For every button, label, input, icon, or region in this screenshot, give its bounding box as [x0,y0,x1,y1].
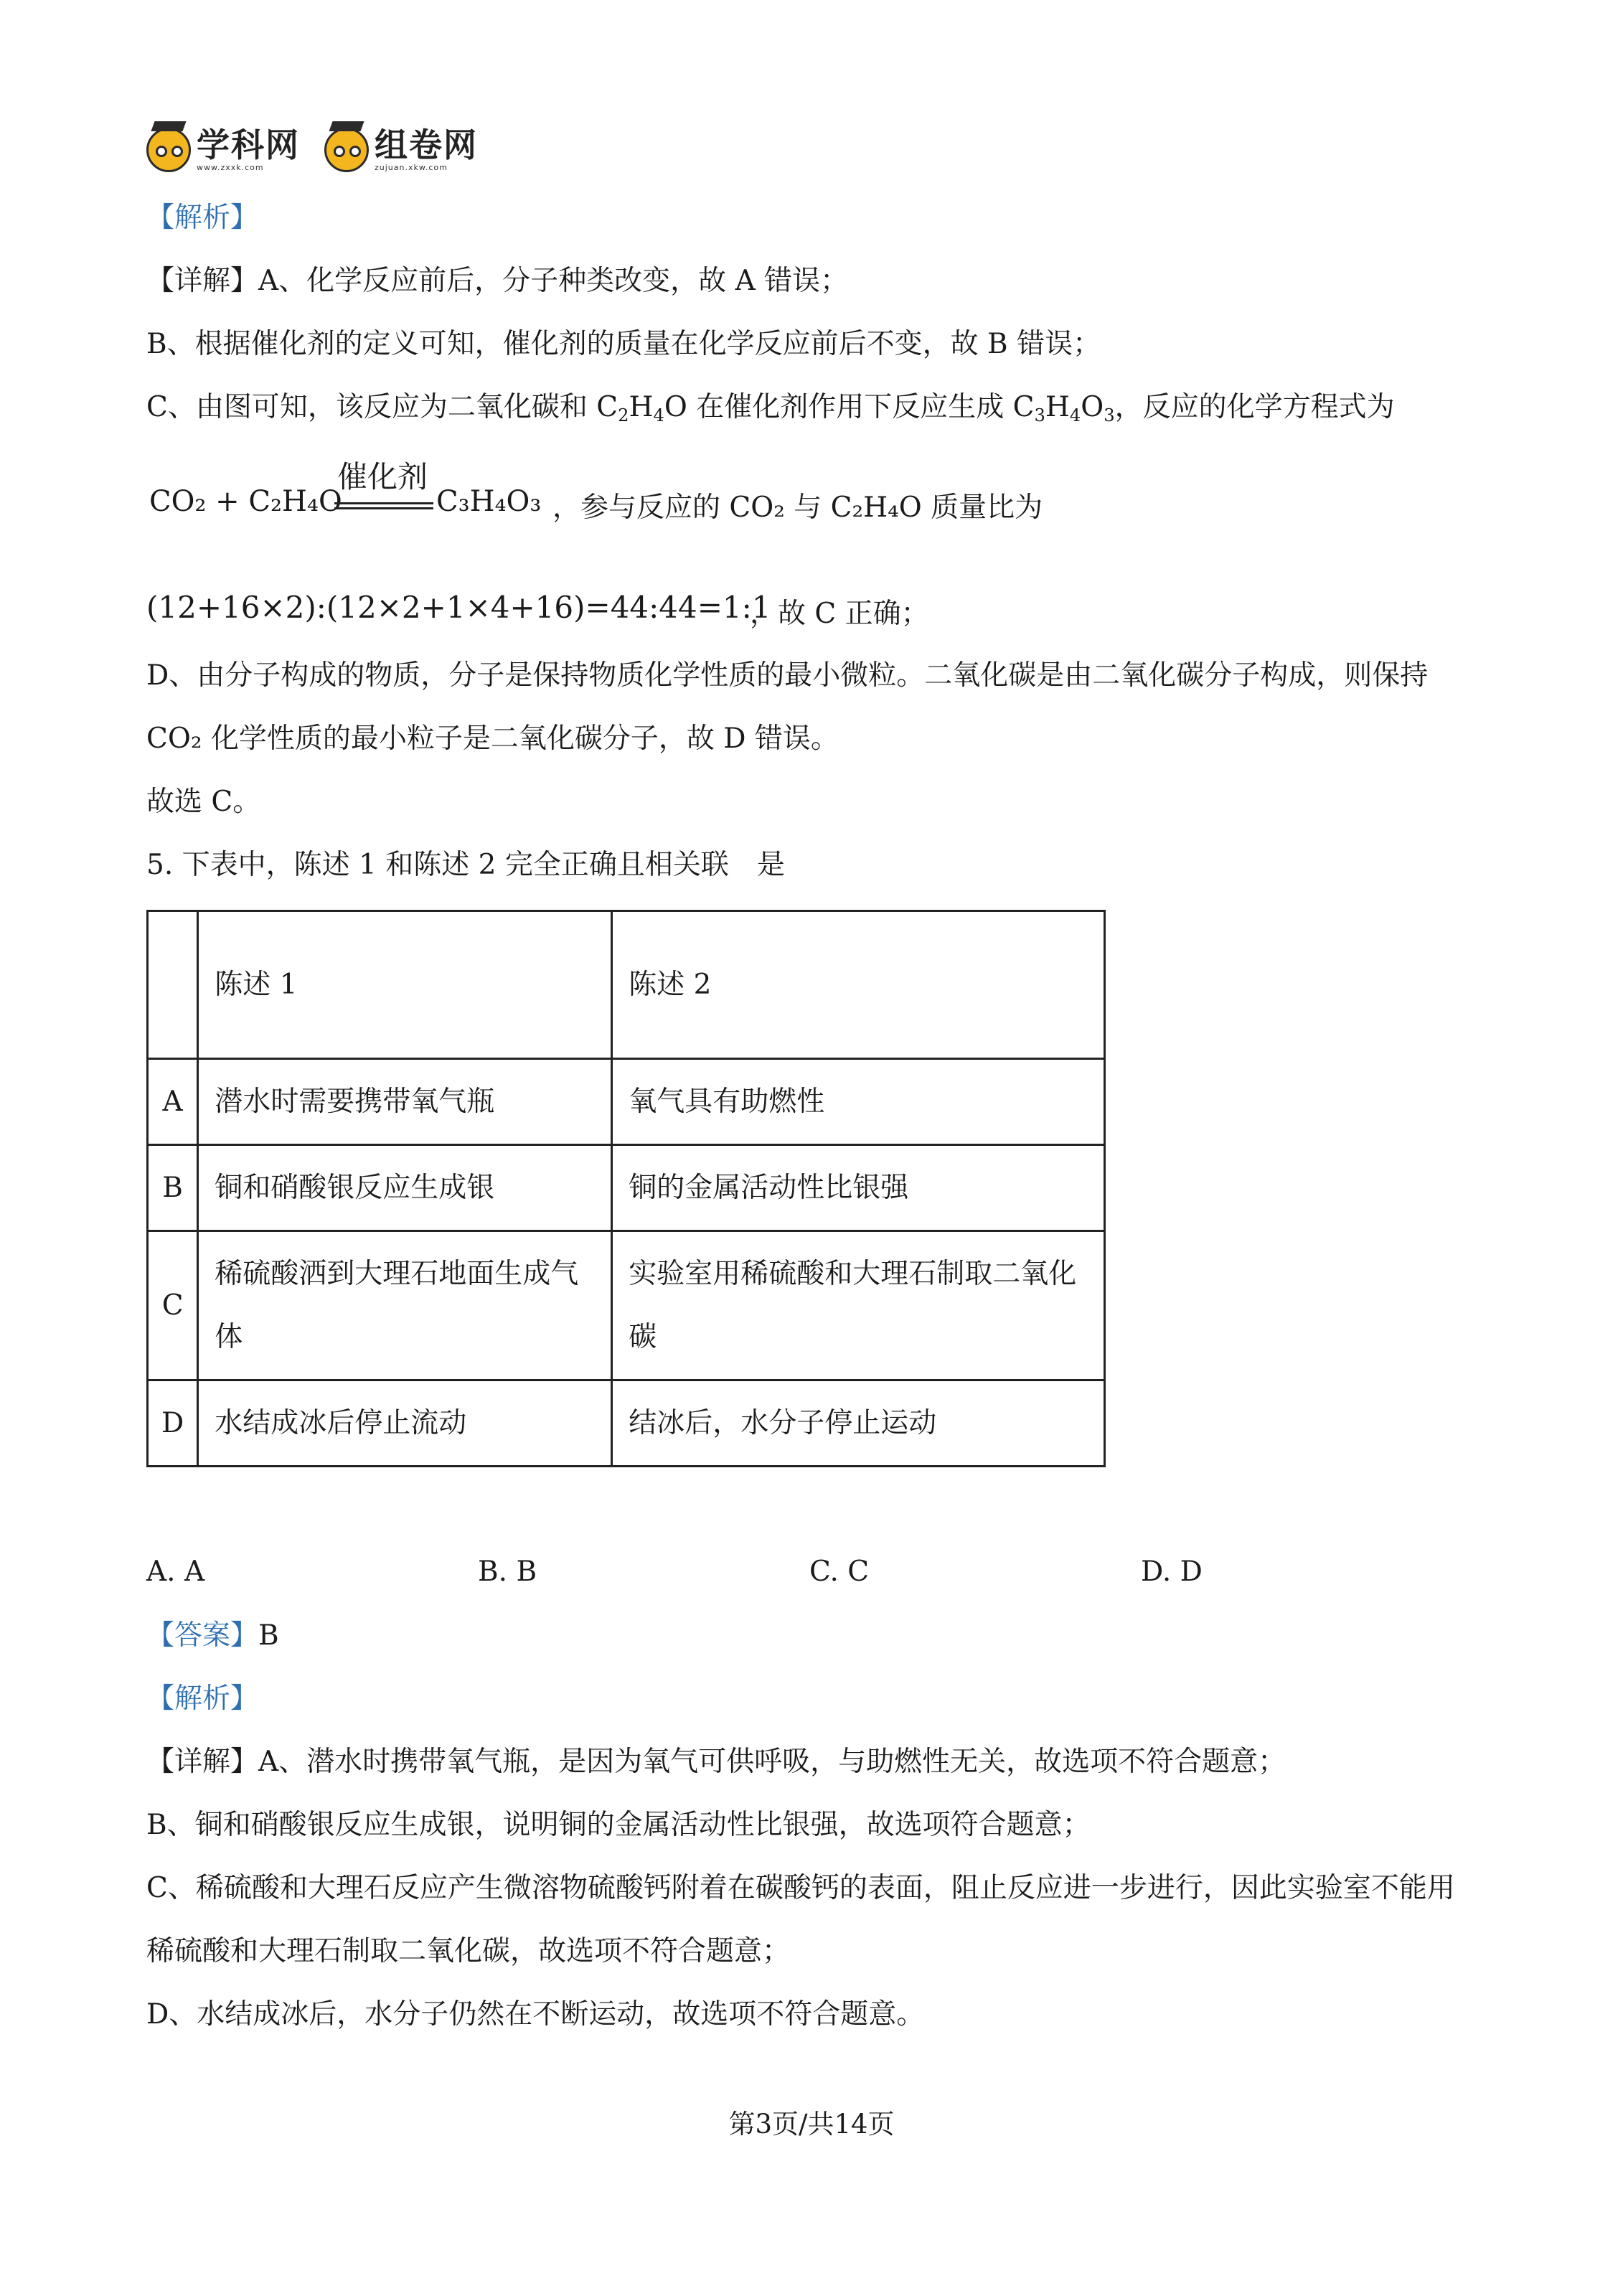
table-cell: D [148,1380,198,1467]
table-row [148,1380,1105,1467]
q4-detail-a [146,263,848,300]
equation-left: CO₂ + C₂H₄O [149,485,342,518]
logo-zujuan-text: 组卷网 [375,126,478,164]
table-cell: 氧气具有助燃性 [612,1059,1105,1145]
q4-line-a: A、化学反应前后，分子种类改变，故 A 错误； [258,265,849,297]
detail-label: 【详解】 [146,1746,259,1778]
q4-analysis-label: 【解析】 [146,202,259,234]
q5-line-c1: C、稀硫酸和大理石反应产生微溶物硫酸钙附着在碳酸钙的表面，阻止反应进一步进行，因此实验室不能用 [146,1872,1455,1904]
table-cell: 铜和硝酸银反应生成银 [198,1145,612,1231]
answer-label: 【答案】 [146,1619,259,1652]
table-cell: 铜的金属活动性比银强 [612,1145,1105,1231]
equation-tail: ，参与反应的 CO₂ 与 C₂H₄O 质量比为 [552,491,1043,524]
table-cell: 水结成冰后停止流动 [198,1380,612,1467]
logo-mascot-icon [146,128,191,172]
logo-zujuan [324,123,478,177]
page-number: 第3页/共14页 [728,2109,895,2140]
table-cell: 结冰后，水分子停止运动 [612,1380,1105,1467]
option-a: A. A [146,1556,205,1588]
table-header-2: 陈述 2 [612,911,1105,1059]
q5-line-a: A、潜水时携带氧气瓶，是因为氧气可供呼吸，与助燃性无关，故选项不符合题意； [258,1746,1286,1778]
mass-ratio: (12+16×2):(12×2+1×4+16)=44:44=1:1 [146,590,771,625]
q5-detail-a [146,1744,1286,1781]
q5-stem: 5. 下表中，陈述 1 和陈述 2 完全正确且相关联 是 [146,849,785,881]
option-c: C. C [809,1556,870,1588]
q5-table [146,910,1106,1467]
q4-line-d1: D、由分子构成的物质，分子是保持物质化学性质的最小微粒。二氧化碳是由二氧化碳分子构成，则保持 [146,659,1429,692]
mass-ratio-tail: ，故 C 正确； [750,598,929,630]
q5-line-c2: 稀硫酸和大理石制取二氧化碳，故选项不符合题意； [146,1935,791,1967]
table-row [148,1231,1105,1380]
table-row [148,1145,1105,1231]
equals-sign [334,502,433,509]
table-cell: 潜水时需要携带氧气瓶 [198,1059,612,1145]
table-cell: 稀硫酸洒到大理石地面生成气体 [198,1231,612,1380]
table-cell: A [148,1059,198,1145]
logo-zxxk-url: www.zxxk.com [197,163,264,172]
answer-value: B [258,1619,279,1652]
equation-right: C₃H₄O₃ [436,485,542,518]
q4-choose: 故选 C。 [146,786,261,818]
table-cell: B [148,1145,198,1231]
q5-line-b: B、铜和硝酸银反应生成银，说明铜的金属活动性比银强，故选项符合题意； [146,1809,1091,1841]
catalyst-label: 催化剂 [337,459,428,494]
table-cell [148,911,198,1059]
q4-line-d2: CO₂ 化学性质的最小粒子是二氧化碳分子，故 D 错误。 [146,723,839,755]
table-row [148,1059,1105,1145]
q4-line-c: C、由图可知，该反应为二氧化碳和 $C_2H_4O$ 在催化剂作用下反应生成 $C_3H_4O_3$，反应的化学方程式为 [146,391,1395,425]
table-header-1: 陈述 1 [198,911,612,1059]
logo-zxxk-text: 学科网 [197,126,300,164]
logo-zxxk [146,123,300,177]
option-b: B. B [478,1556,537,1588]
q4-line-b: B、根据催化剂的定义可知，催化剂的质量在化学反应前后不变，故 B 错误； [146,328,1101,360]
q5-analysis-label: 【解析】 [146,1683,259,1715]
q5-line-d: D、水结成冰后，水分子仍然在不断运动，故选项不符合题意。 [146,1998,925,2031]
table-row [148,911,1105,1059]
table-cell: 实验室用稀硫酸和大理石制取二氧化碳 [612,1231,1105,1380]
logo-mascot-icon [324,128,369,172]
logo-zujuan-url: zujuan.xkw.com [375,163,448,172]
table-cell: C [148,1231,198,1380]
q5-answer [146,1617,279,1655]
option-d: D. D [1141,1556,1203,1588]
detail-label: 【详解】 [146,265,259,297]
